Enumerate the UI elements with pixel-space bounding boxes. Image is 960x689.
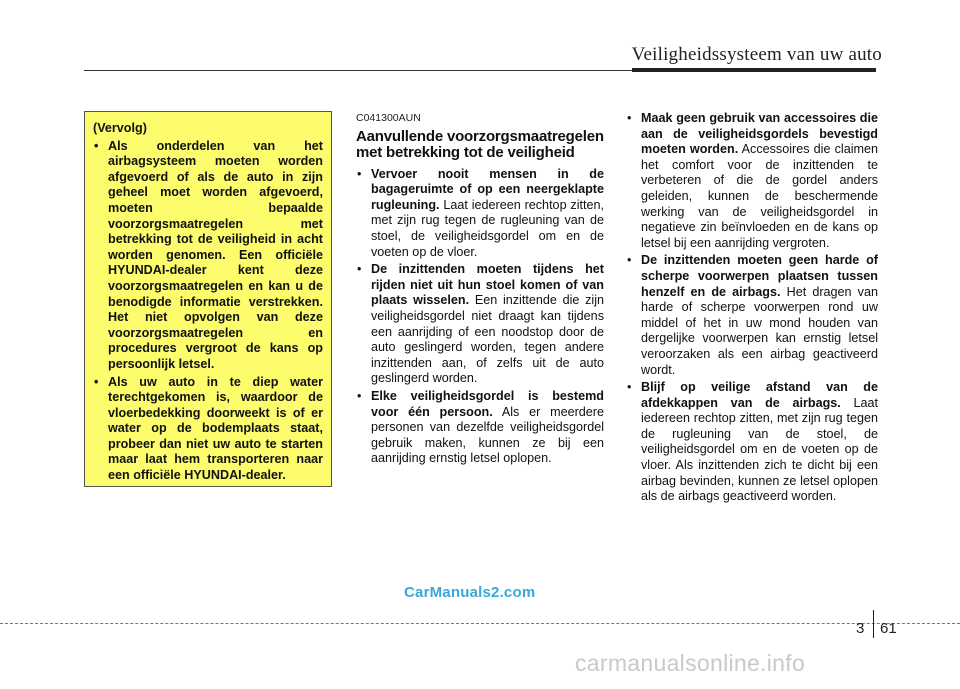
precaution-item [626,111,878,251]
bullet-icon: • [94,138,99,153]
header-rule-accent [632,68,876,72]
warning-box [84,111,332,487]
precaution-text: Het dragen van harde of scherpe voorwerpen rond uw middel of het in uw mond houden van dergelijke voorwerpen kan ernstig letsel veroorzaken als een airbag geactiveerd wordt. [641,284,878,377]
precaution-heading: Blijf op veilige afstand van de afdekkappen van de airbags. [641,380,878,410]
warning-continued-label: (Vervolg) [93,121,147,135]
precaution-list [356,167,604,467]
precaution-item [356,389,604,467]
precaution-heading: Maak geen gebruik van accessoires die aan de veiligheidsgordels bevestigd moeten worden. [641,111,878,157]
precaution-text: Laat iedereen rechtop zitten, met zijn rug tegen de rugleuning van de stoel, de veiligheidsgordel om en de voeten op de vloer. Als inzittenden zich te dicht bij een airbag bevinden, kunnen ze letsel oplopen als de airbags geactiveerd worden. [641,395,878,504]
precaution-item [356,167,604,261]
precaution-heading: Vervoer nooit mensen in de bagageruimte of op een neergeklapte rugleuning. [371,166,604,212]
page-number: 61 [880,620,897,637]
warning-list [93,139,323,484]
precaution-list-continued [626,111,878,505]
middle-column [356,111,604,469]
section-title: Aanvullende voorzorgsmaatregelen met betrekking tot de veiligheid [356,127,604,161]
footer-rule [0,623,960,624]
precaution-text: Als er meerdere personen van dezelfde veiligheidsgordel gebruik maken, kunnen ze bij een aanrijding ernstig letsel oplopen. [371,404,605,466]
precaution-item [356,262,604,387]
precaution-heading: De inzittenden moeten geen harde of scherpe voorwerpen plaatsen tussen henzelf en de airbags. [641,253,878,299]
precaution-heading: De inzittenden moeten tijdens het rijden niet uit hun stoel komen of van plaats wisselen. [371,262,604,308]
bullet-icon: • [357,388,362,403]
warning-item [93,375,323,484]
precaution-text: Laat iedereen rechtop zitten, met zijn rug tegen de rugleuning van de stoel, de veiligheidsgordel om en de voeten op de vloer. [371,197,604,259]
bullet-icon: • [94,374,99,389]
precaution-item [626,380,878,505]
precaution-heading: Elke veiligheidsgordel is bestemd voor één persoon. [371,388,604,419]
page-section-number: 3 [856,620,865,637]
bullet-icon: • [627,380,632,395]
bullet-icon: • [357,166,362,181]
section-code: C041300AUN [356,112,421,124]
bullet-icon: • [357,262,362,277]
page-header-title: Veiligheidssysteem van uw auto [631,44,882,65]
warning-item-text: Als onderdelen van het airbagsysteem moeten worden afgevoerd of als de auto in zijn geheel moet worden afgevoerd, moeten bepaalde voorzorgsmaatregelen met betrekking tot de veiligheid in acht worden genomen. Een officiële HYUNDAI-dealer kent deze voorzorgsmaatregelen en kan u de benodigde informatie verstrekken. Het niet opvolgen van deze voorzorgsmaatregelen en procedures vergroot de kans op persoonlijk letsel. [108,138,323,371]
watermark-carmanualsonline: carmanualsonline.info [575,650,806,676]
page-number-separator [873,610,874,638]
right-column [626,111,878,507]
precaution-text: Accessoires die claimen het comfort voor de inzittenden te verbeteren of die de gordel anders geleiden, kunnen de beschermende werking van de veiligheidsgordel in negatieve zin beïnvloeden en de kans op letsel bij een aanrijding vergroten. [641,142,878,250]
bullet-icon: • [627,253,632,268]
precaution-text: Een inzittende die zijn veiligheidsgordel niet draagt kan tijdens een aanrijding of een noodstop door de auto geslingerd worden, tegen andere inzittenden aan, of zelfs uit de auto geslingerd worden. [371,293,604,386]
watermark-carmanuals2: CarManuals2.com [404,584,536,601]
warning-item [93,139,323,373]
precaution-item [626,253,878,378]
warning-item-text: Als uw auto in te diep water terechtgekomen is, waardoor de vloerbedekking doorweekt is of er water op de bodemplaats staat, probeer dan niet uw auto te starten maar laat hem transporteren naar een officiële HYUNDAI-dealer. [108,374,323,483]
bullet-icon: • [627,111,632,125]
